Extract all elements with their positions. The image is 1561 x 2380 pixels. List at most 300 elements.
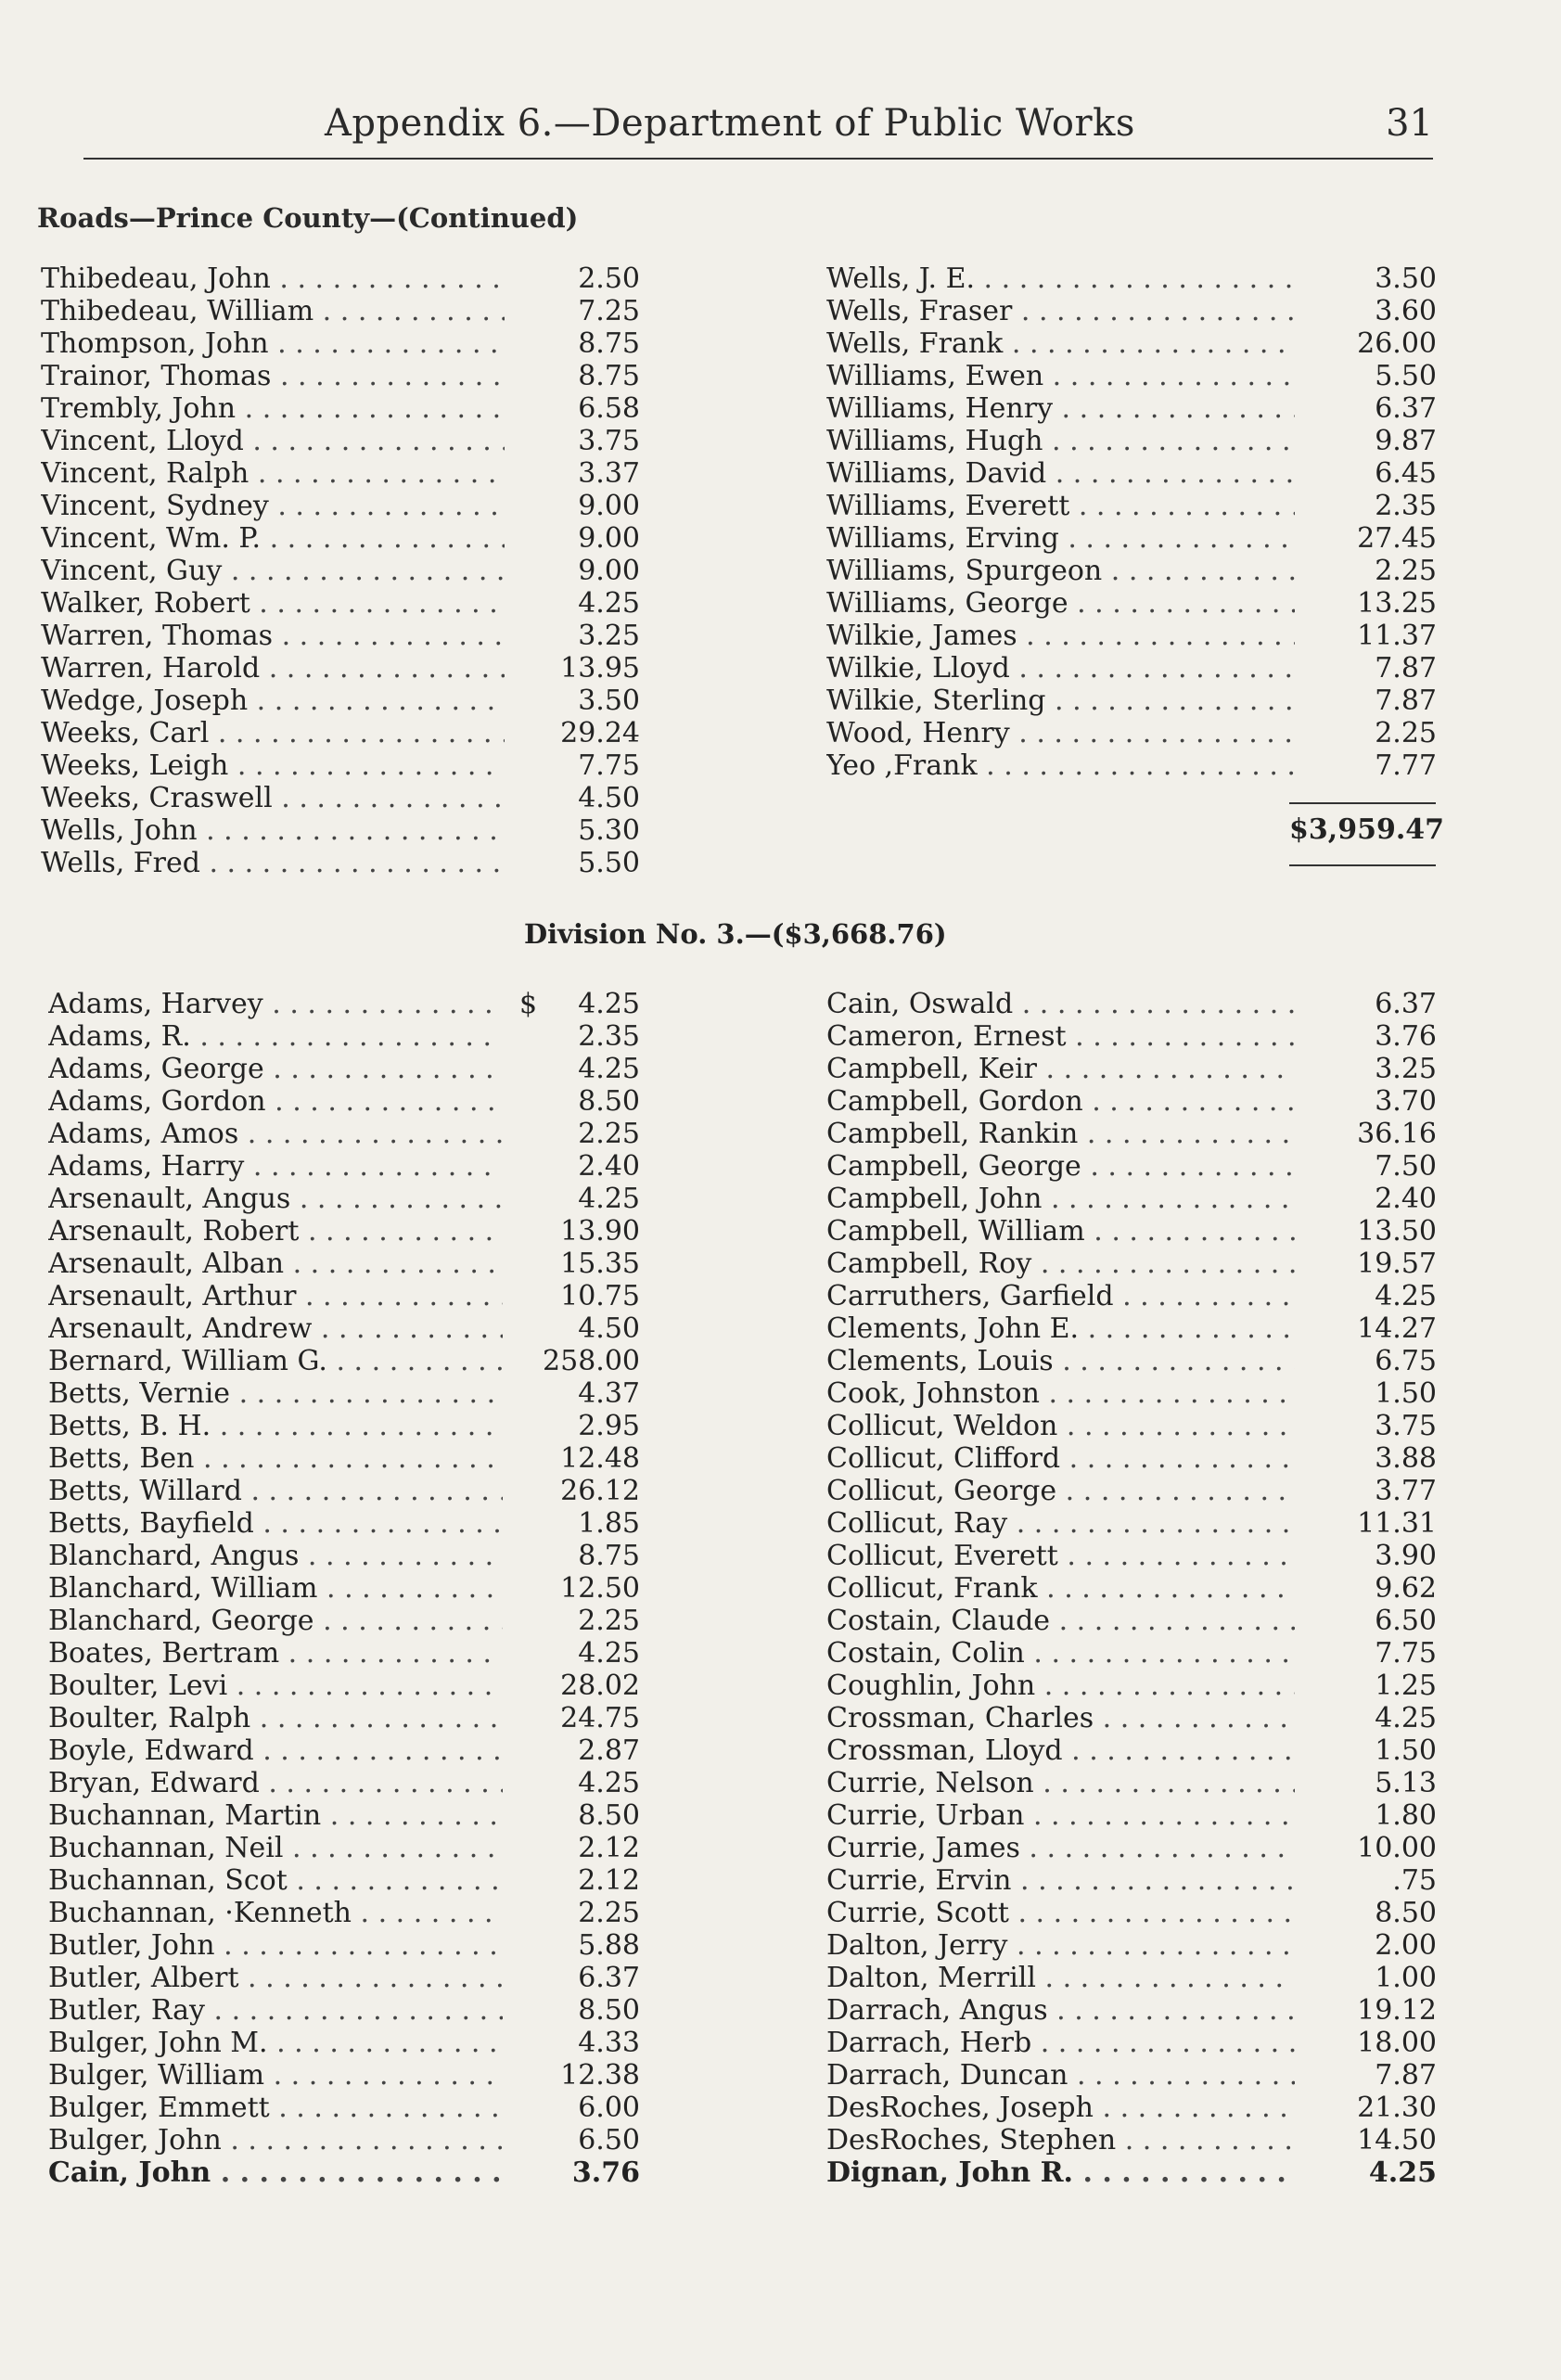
list-item [48,988,640,1020]
entry-name: Williams, Hugh . . . [826,425,1295,457]
entry-amount: 12.38 [560,2059,640,2092]
list-item [41,782,640,814]
list-item [826,1312,1437,1345]
entry-name: Dignan, John R. . . . [826,2156,1295,2189]
entry-name: Collicut, Everett . . . [826,1540,1295,1572]
entry-amount: 2.35 [1375,490,1437,522]
list-item [826,1540,1437,1572]
entry-amount: 7.77 [1375,749,1437,782]
entry-amount: 6.37 [1375,988,1437,1020]
entry-amount: 4.37 [578,1377,640,1410]
list-item [48,2124,640,2156]
entry-amount: 4.33 [578,2027,640,2059]
list-item [48,1312,640,1345]
entry-name: Butler, Ray . . . [48,1994,503,2027]
list-item [41,814,640,847]
entry-name: Darrach, Duncan . . . [826,2059,1295,2092]
entry-amount: 8.50 [1375,1897,1437,1929]
entry-name: Boulter, Levi . . . [48,1670,503,1702]
entry-name: Williams, George . . . [826,587,1295,620]
entry-amount: 5.50 [578,847,640,879]
entry-amount: 5.30 [578,814,640,847]
list-item [826,1475,1437,1507]
list-item [826,1280,1437,1312]
entry-name: Wilkie, Sterling . . . [826,685,1295,717]
entry-amount: 2.12 [578,1832,640,1864]
entry-name: Boyle, Edward . . . [48,1734,503,1767]
entry-amount: 13.25 [1357,587,1437,620]
continued-total: $3,959.47 [1289,813,1445,846]
entry-amount: 9.00 [578,522,640,555]
entry-name: Cain, John . . . [48,2156,503,2189]
list-item [826,1929,1437,1962]
list-item [41,847,640,879]
entry-amount: 5.13 [1375,1767,1437,1799]
entry-amount: 3.90 [1375,1540,1437,1572]
division-left-column [48,988,640,2189]
entry-amount: 8.75 [578,1540,640,1572]
entry-amount: 2.25 [1375,717,1437,749]
entry-name: Butler, John . . . [48,1929,503,1962]
list-item [826,749,1437,782]
entry-name: Collicut, Ray . . . [826,1507,1295,1540]
list-item [48,1215,640,1248]
list-item [826,1118,1437,1150]
entry-amount: 2.35 [578,1020,640,1053]
entry-name: Wells, John . . . [41,814,505,847]
entry-amount: 7.75 [1375,1637,1437,1670]
entry-amount: 4.25 [578,1767,640,1799]
entry-name: Warren, Thomas . . . [41,620,505,652]
entry-amount: 11.37 [1357,620,1437,652]
list-item [826,425,1437,457]
entry-amount: 28.02 [560,1670,640,1702]
entry-amount: 6.00 [578,2092,640,2124]
entry-amount: 6.45 [1375,457,1437,490]
entry-amount: 14.50 [1357,2124,1437,2156]
list-item [41,522,640,555]
entry-amount: 2.25 [1375,555,1437,587]
total-rule-bottom [1289,864,1436,866]
entry-name: Darrach, Herb . . . [826,2027,1295,2059]
list-item [41,262,640,295]
list-item [41,392,640,425]
entry-amount: 13.90 [560,1215,640,1248]
entry-name: Cain, Oswald . . . [826,988,1295,1020]
entry-name: Costain, Colin . . . [826,1637,1295,1670]
entry-amount: 8.50 [578,1085,640,1118]
entry-name: Crossman, Charles . . . [826,1702,1295,1734]
entry-amount: 4.50 [578,1312,640,1345]
entry-name: Campbell, John . . . [826,1183,1295,1215]
entry-name: DesRoches, Joseph . . . [826,2092,1295,2124]
page-header [0,95,1447,150]
entry-amount: 1.50 [1375,1734,1437,1767]
list-item [41,587,640,620]
list-item [48,1183,640,1215]
entry-amount: 3.60 [1375,295,1437,327]
entry-name: Currie, Ervin . . . [826,1864,1295,1897]
division-heading: Division No. 3.—($3,668.76) [524,918,947,950]
list-item [48,1994,640,2027]
entry-name: Adams, R. . . . [48,1020,503,1053]
entry-amount: 6.37 [578,1962,640,1994]
list-item [48,1248,640,1280]
list-item [826,490,1437,522]
list-item [41,717,640,749]
list-item [48,1637,640,1670]
entry-amount: 2.50 [578,262,640,295]
list-item [48,1897,640,1929]
entry-name: Bulger, John . . . [48,2124,503,2156]
entry-amount: 14.27 [1357,1312,1437,1345]
entry-amount: 3.75 [1375,1410,1437,1442]
entry-amount: 6.58 [578,392,640,425]
list-item [48,1929,640,1962]
entry-amount: 4.25 [578,1053,640,1085]
entry-amount: 2.87 [578,1734,640,1767]
entry-amount: 2.40 [578,1150,640,1183]
entry-amount: 9.62 [1375,1572,1437,1605]
entry-amount: 2.12 [578,1864,640,1897]
entry-amount: 6.75 [1375,1345,1437,1377]
entry-name: Vincent, Ralph . . . [41,457,505,490]
entry-name: Campbell, William . . . [826,1215,1295,1248]
entry-name: Betts, Willard . . . [48,1475,503,1507]
entry-name: Wood, Henry . . . [826,717,1295,749]
entry-name: Bryan, Edward . . . [48,1767,503,1799]
entry-name: Adams, Gordon . . . [48,1085,503,1118]
dollar-sign: $ [519,988,538,1020]
entry-amount: .75 [1392,1864,1437,1897]
entry-amount: 1.25 [1375,1670,1437,1702]
list-item [48,1345,640,1377]
list-item [826,1799,1437,1832]
entry-name: Blanchard, George . . . [48,1605,503,1637]
entry-amount: 9.87 [1375,425,1437,457]
entry-name: Campbell, George . . . [826,1150,1295,1183]
list-item [48,1150,640,1183]
list-item [826,1897,1437,1929]
list-item [48,1118,640,1150]
entry-amount: 4.25 [578,587,640,620]
entry-name: Currie, Nelson . . . [826,1767,1295,1799]
entry-name: Williams, Spurgeon . . . [826,555,1295,587]
entry-name: Wells, J. E. . . . [826,262,1295,295]
entry-amount: 21.30 [1357,2092,1437,2124]
entry-amount: 12.50 [560,1572,640,1605]
entry-name: Currie, Scott . . . [826,1897,1295,1929]
entry-amount: 4.50 [578,782,640,814]
entry-amount: 7.87 [1375,685,1437,717]
list-item [826,685,1437,717]
list-item [48,1507,640,1540]
entry-amount: 1.85 [578,1507,640,1540]
entry-name: Vincent, Wm. P. . . . [41,522,505,555]
entry-amount: 13.50 [1357,1215,1437,1248]
entry-amount: 29.24 [560,717,640,749]
list-item [48,1410,640,1442]
list-item [826,1962,1437,1994]
list-item [48,1020,640,1053]
entry-amount: 9.00 [578,555,640,587]
entry-name: Trainor, Thomas . . . [41,360,505,392]
entry-amount: 4.25 [578,1637,640,1670]
list-item [41,425,640,457]
entry-name: DesRoches, Stephen . . . [826,2124,1295,2156]
entry-name: Walker, Robert . . . [41,587,505,620]
entry-amount: 6.50 [578,2124,640,2156]
entry-name: Adams, George . . . [48,1053,503,1085]
list-item [48,1734,640,1767]
entry-name: Collicut, Weldon . . . [826,1410,1295,1442]
entry-amount: 5.88 [578,1929,640,1962]
continued-right-column [826,262,1437,782]
entry-amount: 2.00 [1375,1929,1437,1962]
list-item [826,620,1437,652]
entry-amount: 19.57 [1357,1248,1437,1280]
page-number: 31 [1386,102,1433,145]
list-item [48,2059,640,2092]
entry-name: Buchannan, ·Kenneth . . . [48,1897,503,1929]
continued-left-column [41,262,640,879]
list-item [48,1085,640,1118]
list-item [826,1345,1437,1377]
entry-name: Weeks, Craswell . . . [41,782,505,814]
entry-name: Coughlin, John . . . [826,1670,1295,1702]
entry-amount: 2.25 [578,1897,640,1929]
entry-name: Adams, Harry . . . [48,1150,503,1183]
entry-name: Cameron, Ernest . . . [826,1020,1295,1053]
header-rule [83,158,1433,160]
list-item [826,2156,1437,2189]
entry-name: Betts, Ben . . . [48,1442,503,1475]
entry-name: Arsenault, Robert . . . [48,1215,503,1248]
list-item [826,1702,1437,1734]
list-item [826,1507,1437,1540]
list-item [48,1832,640,1864]
list-item [826,1442,1437,1475]
entry-amount: 4.25 [578,1183,640,1215]
entry-name: Campbell, Rankin . . . [826,1118,1295,1150]
list-item [826,717,1437,749]
list-item [826,1572,1437,1605]
entry-name: Betts, Bayfield . . . [48,1507,503,1540]
entry-amount: 26.12 [560,1475,640,1507]
entry-amount: 10.00 [1357,1832,1437,1864]
entry-name: Dalton, Jerry . . . [826,1929,1295,1962]
list-item [826,587,1437,620]
entry-name: Collicut, Frank . . . [826,1572,1295,1605]
list-item [48,1280,640,1312]
list-item [826,1637,1437,1670]
list-item [826,1053,1437,1085]
list-item [41,555,640,587]
division-right-column [826,988,1437,2189]
list-item [826,360,1437,392]
list-item [826,295,1437,327]
entry-amount: 13.95 [560,652,640,685]
entry-name: Vincent, Sydney . . . [41,490,505,522]
entry-name: Vincent, Lloyd . . . [41,425,505,457]
entry-name: Weeks, Leigh . . . [41,749,505,782]
list-item [826,327,1437,360]
entry-name: Currie, James . . . [826,1832,1295,1864]
list-item [826,1183,1437,1215]
entry-name: Thompson, John . . . [41,327,505,360]
list-item [826,1377,1437,1410]
entry-name: Blanchard, William . . . [48,1572,503,1605]
entry-name: Bernard, William G. . . . [48,1345,503,1377]
entry-amount: 10.75 [560,1280,640,1312]
entry-amount: 7.50 [1375,1150,1437,1183]
list-item [48,1767,640,1799]
list-item [48,1442,640,1475]
list-item [41,295,640,327]
list-item [48,1962,640,1994]
entry-name: Arsenault, Alban . . . [48,1248,503,1280]
section-heading: Roads—Prince County—(Continued) [37,202,579,234]
entry-amount: 3.50 [1375,262,1437,295]
entry-amount: 2.25 [578,1118,640,1150]
header-title: Appendix 6.—Department of Public Works [325,102,1135,145]
entry-name: Wilkie, Lloyd . . . [826,652,1295,685]
entry-name: Carruthers, Garfield . . . [826,1280,1295,1312]
list-item [826,1670,1437,1702]
total-rule-top [1289,802,1436,804]
list-item [48,2092,640,2124]
entry-amount: 3.25 [578,620,640,652]
entry-name: Clements, Louis . . . [826,1345,1295,1377]
list-item [41,360,640,392]
list-item [826,2027,1437,2059]
entry-name: Thibedeau, William . . . [41,295,505,327]
entry-name: Wells, Fraser . . . [826,295,1295,327]
entry-amount: 18.00 [1357,2027,1437,2059]
entry-amount: 36.16 [1357,1118,1437,1150]
list-item [48,1475,640,1507]
list-item [826,2124,1437,2156]
entry-name: Arsenault, Arthur . . . [48,1280,503,1312]
entry-name: Wedge, Joseph . . . [41,685,505,717]
list-item [41,652,640,685]
entry-amount: 7.75 [578,749,640,782]
entry-name: Collicut, Clifford . . . [826,1442,1295,1475]
entry-amount: 1.00 [1375,1962,1437,1994]
list-item [826,262,1437,295]
entry-name: Buchannan, Martin . . . [48,1799,503,1832]
entry-name: Williams, Erving . . . [826,522,1295,555]
list-item [48,1572,640,1605]
entry-amount: 8.50 [578,1799,640,1832]
entry-amount: 6.37 [1375,392,1437,425]
entry-name: Collicut, George . . . [826,1475,1295,1507]
entry-name: Bulger, William . . . [48,2059,503,2092]
list-item [826,1605,1437,1637]
list-item [826,1215,1437,1248]
entry-name: Campbell, Gordon . . . [826,1085,1295,1118]
entry-name: Betts, Vernie . . . [48,1377,503,1410]
list-item [826,522,1437,555]
list-item [826,392,1437,425]
list-item [48,1605,640,1637]
list-item [48,1799,640,1832]
entry-amount: 4.25 [1368,2156,1437,2189]
list-item [826,2092,1437,2124]
entry-name: Costain, Claude . . . [826,1605,1295,1637]
entry-amount: 3.75 [578,425,640,457]
entry-amount: 1.50 [1375,1377,1437,1410]
entry-name: Trembly, John . . . [41,392,505,425]
list-item [41,620,640,652]
entry-name: Thibedeau, John . . . [41,262,505,295]
list-item [41,749,640,782]
list-item [48,1864,640,1897]
entry-amount: 12.48 [560,1442,640,1475]
list-item [826,1864,1437,1897]
entry-name: Buchannan, Neil . . . [48,1832,503,1864]
entry-amount: 5.50 [1375,360,1437,392]
entry-amount: 24.75 [560,1702,640,1734]
list-item [826,1248,1437,1280]
entry-amount: 3.70 [1375,1085,1437,1118]
list-item [826,2059,1437,2092]
entry-name: Campbell, Roy . . . [826,1248,1295,1280]
list-item [48,2156,640,2189]
list-item [826,652,1437,685]
list-item [826,1832,1437,1864]
list-item [48,1053,640,1085]
list-item [826,1767,1437,1799]
entry-name: Clements, John E. . . . [826,1312,1295,1345]
list-item [826,1085,1437,1118]
entry-name: Campbell, Keir . . . [826,1053,1295,1085]
entry-amount: 3.76 [571,2156,640,2189]
entry-amount: 3.37 [578,457,640,490]
entry-name: Crossman, Lloyd . . . [826,1734,1295,1767]
entry-amount: 4.25 [578,988,640,1020]
entry-amount: 19.12 [1357,1994,1437,2027]
entry-amount: 4.25 [1375,1280,1437,1312]
list-item [48,1670,640,1702]
entry-name: Warren, Harold . . . [41,652,505,685]
entry-amount: 8.75 [578,327,640,360]
entry-amount: 3.76 [1375,1020,1437,1053]
entry-name: Bulger, John M. . . . [48,2027,503,2059]
entry-amount: 3.50 [578,685,640,717]
entry-name: Cook, Johnston . . . [826,1377,1295,1410]
entry-name: Boates, Bertram . . . [48,1637,503,1670]
entry-amount: 9.00 [578,490,640,522]
list-item [48,1702,640,1734]
entry-amount: 2.25 [578,1605,640,1637]
entry-name: Dalton, Merrill . . . [826,1962,1295,1994]
entry-amount: 2.40 [1375,1183,1437,1215]
list-item [826,1020,1437,1053]
list-item [48,1377,640,1410]
entry-name: Wilkie, James . . . [826,620,1295,652]
entry-name: Williams, Ewen . . . [826,360,1295,392]
entry-name: Boulter, Ralph . . . [48,1702,503,1734]
entry-name: Buchannan, Scot . . . [48,1864,503,1897]
list-item [826,1150,1437,1183]
entry-name: Betts, B. H. . . . [48,1410,503,1442]
entry-amount: 8.75 [578,360,640,392]
entry-name: Williams, David . . . [826,457,1295,490]
list-item [41,457,640,490]
entry-amount: 26.00 [1357,327,1437,360]
list-item [48,2027,640,2059]
